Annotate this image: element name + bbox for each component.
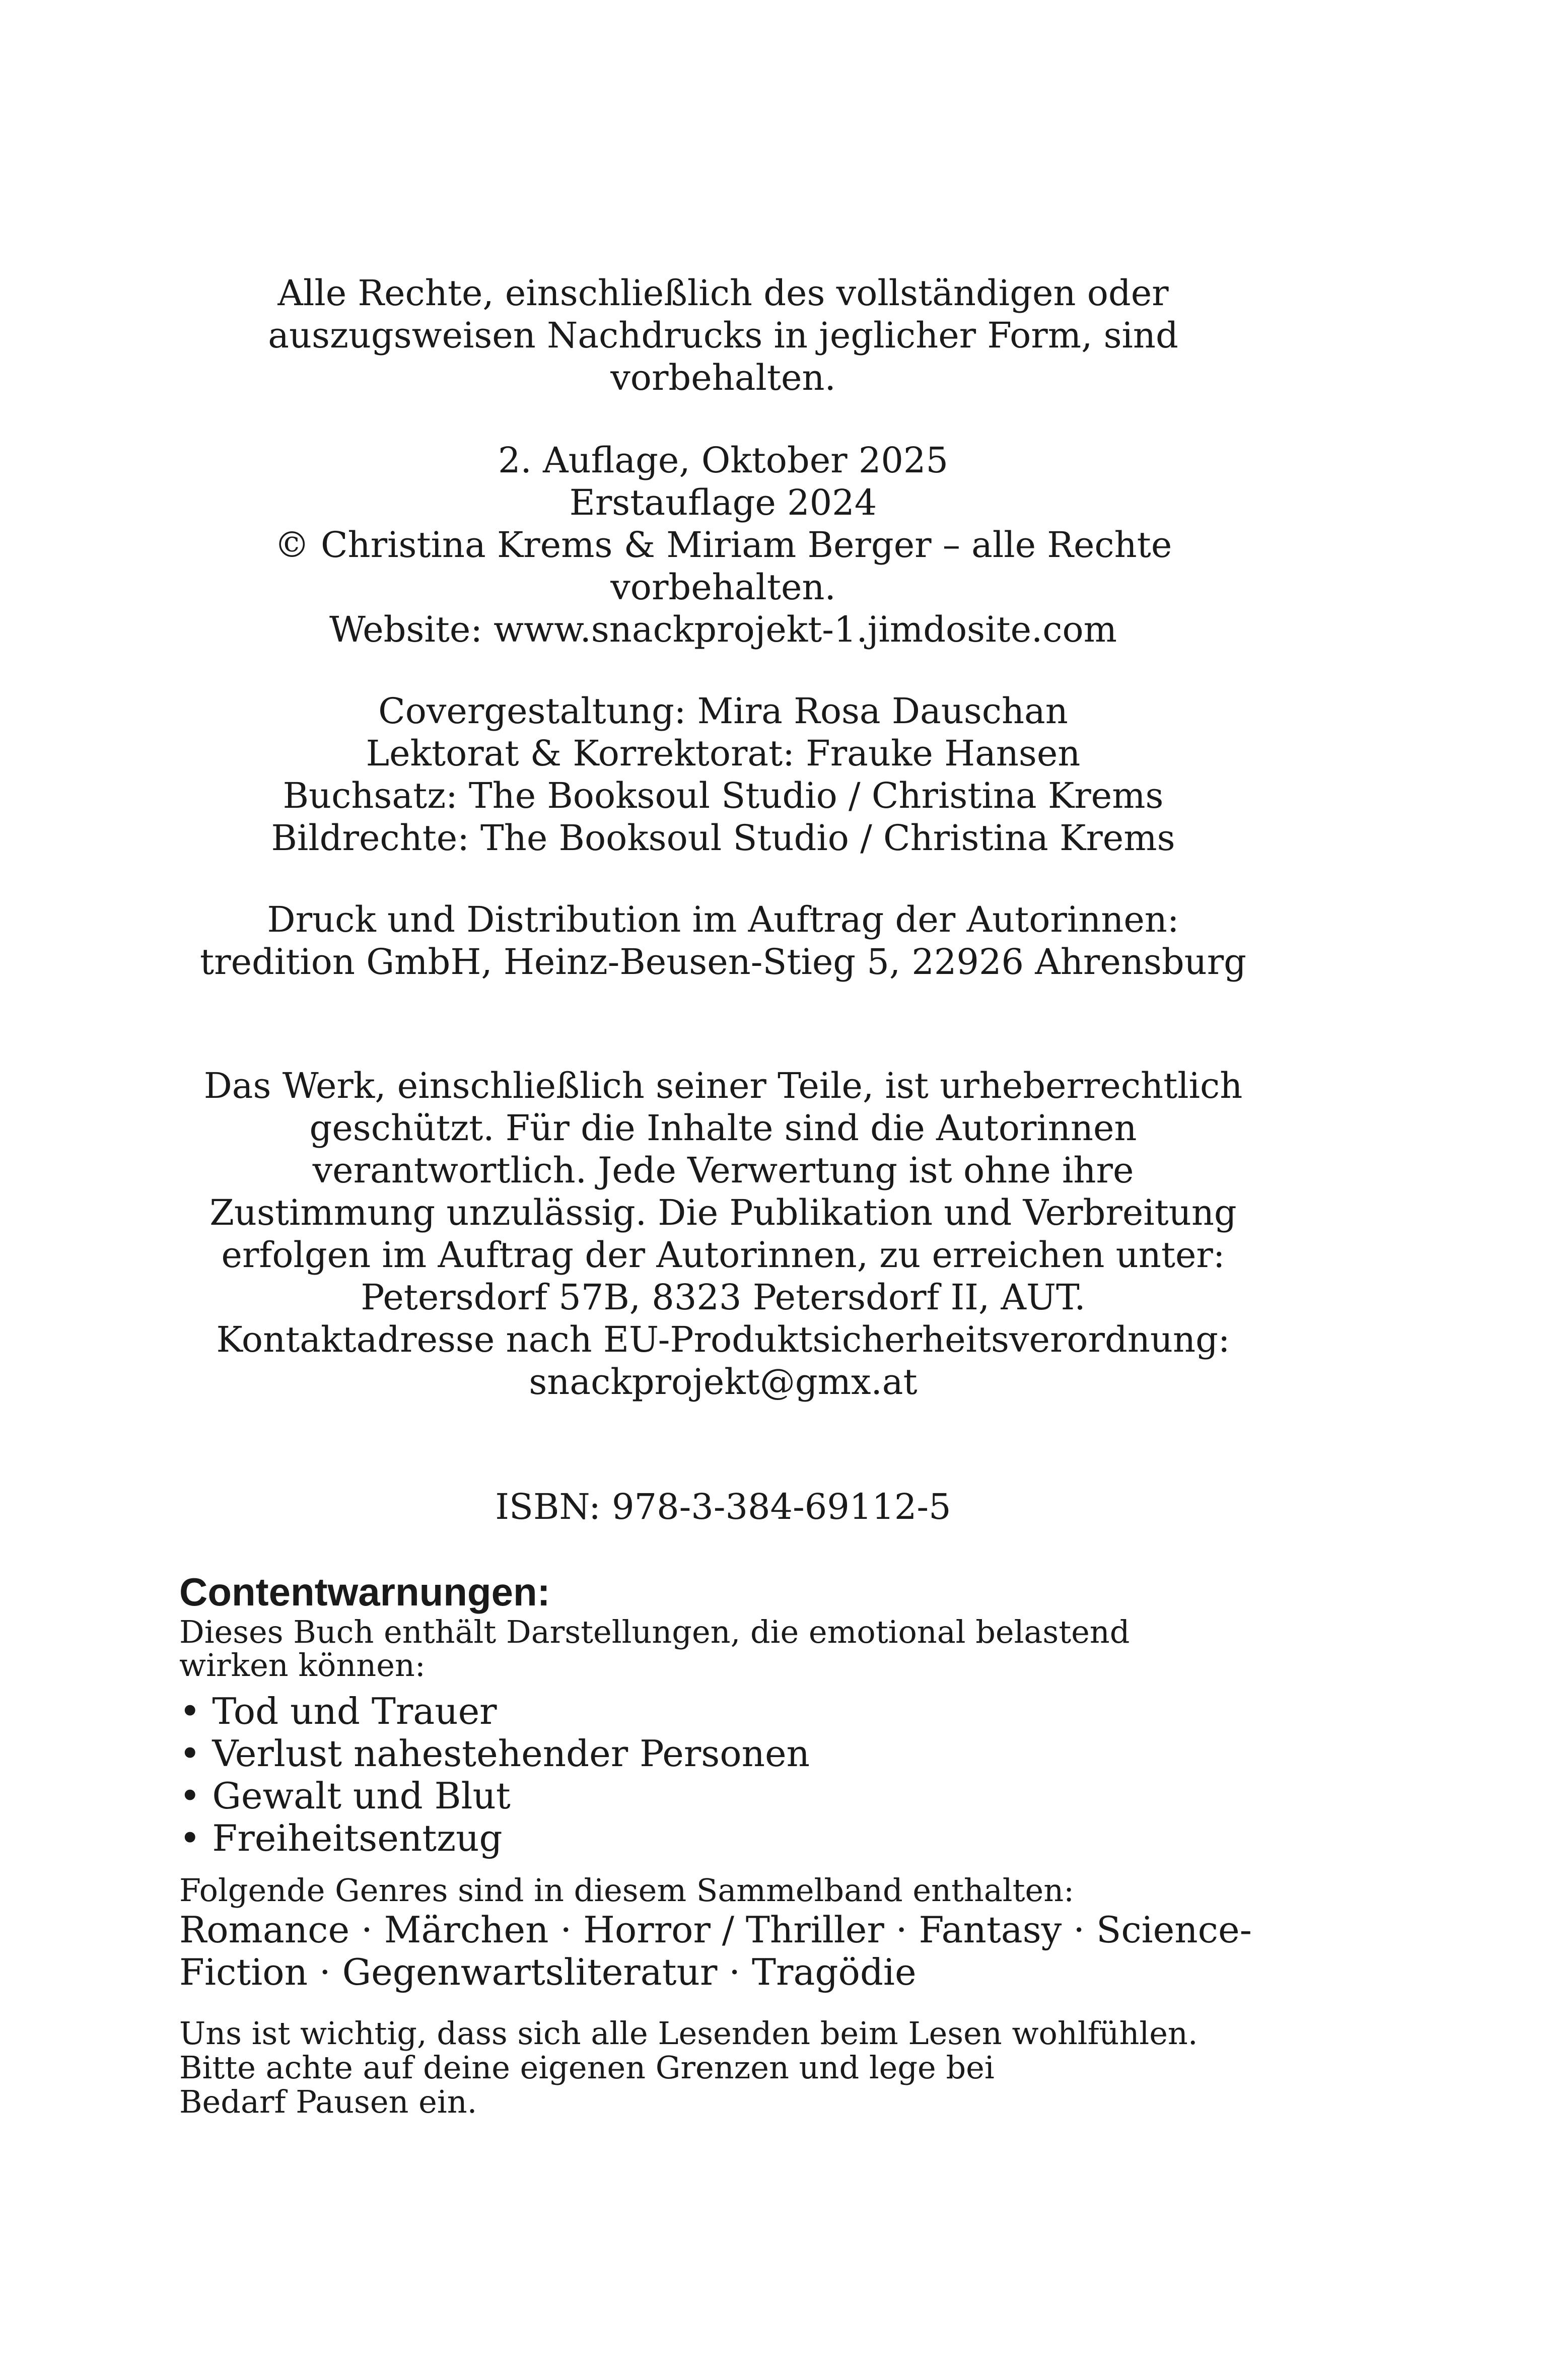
- print-distribution: [151, 898, 1295, 983]
- content-warnings-intro: [179, 1616, 1287, 1682]
- genres-intro: Folgende Genres sind in diesem Sammelband enthalten:: [179, 1872, 1075, 1909]
- list-item: • Gewalt und Blut: [179, 1775, 511, 1817]
- editing-credit: Lektorat & Korrektorat: Frauke Hansen: [366, 733, 1081, 774]
- cover-design-credit: Covergestaltung: Mira Rosa Dauschan: [378, 690, 1068, 732]
- isbn: [151, 1486, 1295, 1528]
- genres-line: Fiction · Gegenwartsliteratur · Tragödie: [179, 1951, 917, 1993]
- credits: [151, 690, 1295, 859]
- contact-email: snackprojekt@gmx.at: [529, 1361, 918, 1403]
- legal-line: Zustimmung unzulässig. Die Publikation und Verbreitung: [209, 1192, 1237, 1233]
- rights-line: Alle Rechte, einschließlich des vollständigen oder: [277, 272, 1169, 314]
- print-line: Druck und Distribution im Auftrag der Autorinnen:: [267, 899, 1179, 940]
- content-warnings-list: [179, 1690, 1287, 1859]
- content-warnings-heading: Contentwarnungen:: [179, 1570, 550, 1614]
- closing-line: Bedarf Pausen ein.: [179, 2083, 477, 2120]
- legal-line: Kontaktadresse nach EU-Produktsicherheitsverordnung:: [216, 1319, 1230, 1360]
- copyright-line: vorbehalten.: [610, 567, 836, 608]
- rights-line: auszugsweisen Nachdrucks in jeglicher Form, sind: [268, 315, 1178, 356]
- typesetting-credit: Buchsatz: The Booksoul Studio / Christina Krems: [283, 775, 1164, 816]
- intro-line: Dieses Buch enthält Darstellungen, die emotional belastend: [179, 1614, 1130, 1650]
- closing-note: [179, 2016, 1287, 2119]
- edition-line: 2. Auflage, Oktober 2025: [498, 440, 948, 481]
- genres-line: Romance · Märchen · Horror / Thriller · Fantasy · Science-: [179, 1909, 1252, 1951]
- copyright-line: © Christina Krems & Miriam Berger – alle Rechte: [274, 524, 1172, 566]
- list-item: • Tod und Trauer: [179, 1690, 497, 1732]
- website-line: Website: www.snackprojekt-1.jimdosite.com: [329, 609, 1117, 650]
- legal-address-line: Petersdorf 57B, 8323 Petersdorf II, AUT.: [361, 1277, 1086, 1318]
- closing-line: Uns ist wichtig, dass sich alle Lesenden beim Lesen wohlfühlen.: [179, 2015, 1198, 2052]
- legal-notice: [151, 1065, 1295, 1403]
- rights-notice: [151, 272, 1295, 399]
- first-edition-line: Erstauflage 2024: [569, 482, 877, 523]
- genres-list: [179, 1909, 1287, 1993]
- legal-line: erfolgen im Auftrag der Autorinnen, zu erreichen unter:: [221, 1234, 1225, 1276]
- closing-line: Bitte achte auf deine eigenen Grenzen und lege bei: [179, 2049, 995, 2086]
- legal-line: Das Werk, einschließlich seiner Teile, ist urheberrechtlich: [203, 1065, 1243, 1106]
- list-item: • Freiheitsentzug: [179, 1817, 503, 1859]
- image-rights-credit: Bildrechte: The Booksoul Studio / Christina Krems: [271, 817, 1175, 859]
- list-item: • Verlust nahestehender Personen: [179, 1732, 810, 1775]
- isbn-line: ISBN: 978-3-384-69112-5: [495, 1486, 951, 1527]
- print-address-line: tredition GmbH, Heinz-Beusen-Stieg 5, 22926 Ahrensburg: [200, 941, 1246, 983]
- edition-info: [151, 439, 1295, 651]
- rights-line: vorbehalten.: [610, 357, 836, 398]
- intro-line: wirken können:: [179, 1647, 426, 1684]
- legal-line: geschützt. Für die Inhalte sind die Autorinnen: [309, 1107, 1137, 1149]
- legal-line: verantwortlich. Jede Verwertung ist ohne ihre: [312, 1150, 1134, 1191]
